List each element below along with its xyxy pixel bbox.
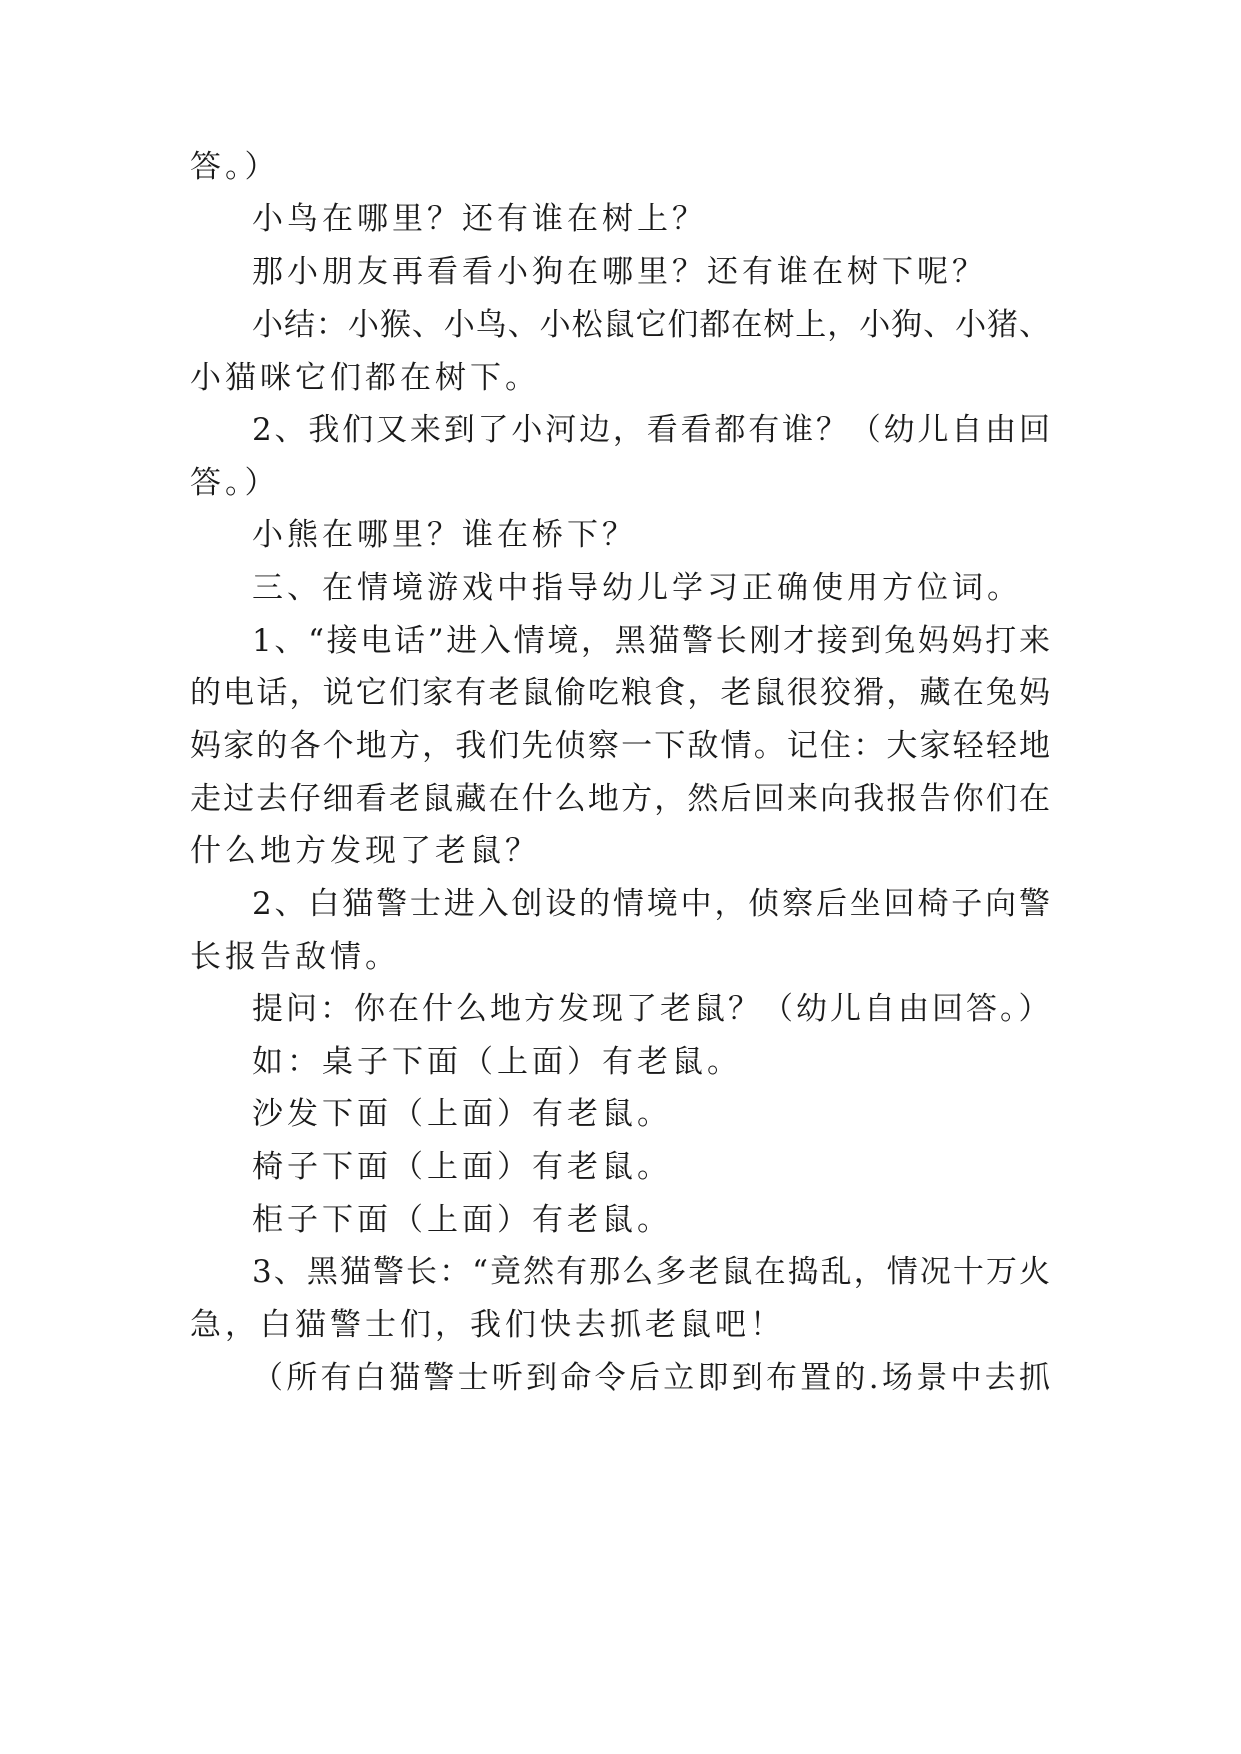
text-line: 什么地方发现了老鼠？ (190, 833, 540, 869)
text-line: 妈家的各个地方，我们先侦察一下敌情。记住：大家轻轻地 (190, 728, 1050, 764)
text-line: 急，白猫警士们，我们快去抓老鼠吧！ (190, 1307, 785, 1343)
text-line: 的电话，说它们家有老鼠偷吃粮食，老鼠很狡猾，藏在兔妈 (190, 675, 1050, 711)
text-line: 答。） (190, 149, 280, 185)
text-line: 3、黑猫警长：“竟然有那么多老鼠在捣乱，情况十万火 (252, 1254, 1050, 1290)
text-line: 柜子下面（上面）有老鼠。 (252, 1202, 672, 1238)
text-line: 三、在情境游戏中指导幼儿学习正确使用方位词。 (252, 570, 1022, 606)
text-line: 小猫咪它们都在树下。 (190, 360, 540, 396)
text-line: 沙发下面（上面）有老鼠。 (252, 1096, 672, 1132)
text-line: 答。） (190, 465, 280, 501)
text-line: 小鸟在哪里？还有谁在树上？ (252, 201, 707, 237)
text-line: 小结：小猴、小鸟、小松鼠它们都在树上，小狗、小猪、 (252, 307, 1050, 343)
text-line: 2、我们又来到了小河边，看看都有谁？（幼儿自由回 (252, 412, 1050, 448)
text-line: 那小朋友再看看小狗在哪里？还有谁在树下呢？ (252, 254, 987, 290)
text-line: 提问：你在什么地方发现了老鼠？（幼儿自由回答。） (252, 991, 1053, 1027)
text-line: （所有白猫警士听到命令后立即到布置的.场景中去抓 (252, 1360, 1050, 1396)
text-line: 1、“接电话”进入情境，黑猫警长刚才接到兔妈妈打来 (252, 623, 1050, 659)
text-line: 走过去仔细看老鼠藏在什么地方，然后回来向我报告你们在 (190, 781, 1050, 817)
text-line: 如：桌子下面（上面）有老鼠。 (252, 1044, 742, 1080)
text-line: 长报告敌情。 (190, 939, 400, 975)
text-line: 椅子下面（上面）有老鼠。 (252, 1149, 672, 1185)
text-line: 小熊在哪里？谁在桥下？ (252, 517, 637, 553)
text-line: 2、白猫警士进入创设的情境中，侦察后坐回椅子向警 (252, 886, 1050, 922)
